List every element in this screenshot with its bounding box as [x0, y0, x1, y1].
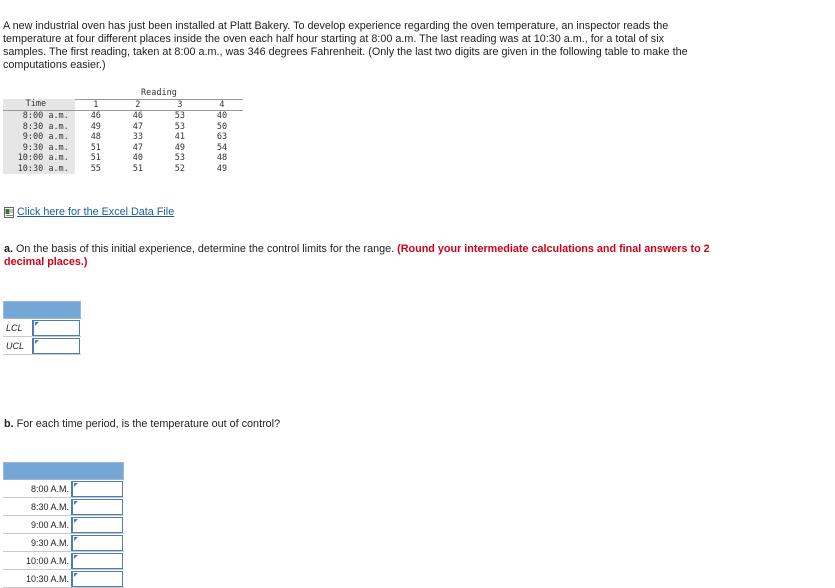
value-cell: 48	[90, 132, 101, 142]
time-period-label: 9:00 A.M.	[30, 519, 69, 530]
value-cell: 40	[216, 111, 228, 121]
time-cell: 8:30 a.m.	[3, 122, 75, 133]
time-period-row	[3, 498, 124, 516]
time-period-row	[3, 570, 124, 588]
value-cell: 53	[174, 153, 186, 163]
answer-table-header	[3, 462, 124, 480]
time-period-row	[3, 516, 124, 534]
column-header: 1	[75, 99, 117, 111]
column-header: 2	[117, 99, 159, 111]
value-cell: 46	[132, 111, 143, 121]
reading-group-header: Reading	[75, 88, 243, 99]
question-b-letter: b.	[4, 418, 14, 430]
lcl-label: LCL	[6, 322, 23, 333]
value-cell: 54	[216, 142, 228, 153]
table-row	[3, 143, 243, 154]
question-a-letter: a.	[4, 243, 14, 255]
value-cell: 53	[174, 111, 186, 121]
value-cell: 51	[90, 142, 101, 153]
control-status-dropdown[interactable]	[71, 517, 123, 533]
value-cell: 33	[132, 132, 143, 142]
ucl-row	[3, 337, 81, 355]
value-cell: 50	[216, 121, 228, 132]
control-status-dropdown[interactable]	[71, 535, 123, 551]
time-period-row	[3, 534, 124, 552]
time-period-label: 8:30 A.M.	[30, 501, 69, 512]
value-cell: 49	[90, 121, 101, 132]
rounding-instruction: (Round your intermediate calculations and final answers to 2 decimal places.)	[4, 243, 710, 268]
value-cell: 49	[174, 142, 186, 153]
table-row	[3, 111, 243, 122]
time-cell: 10:30 a.m.	[3, 164, 75, 175]
value-cell: 41	[174, 132, 186, 142]
value-cell: 46	[90, 111, 101, 121]
value-cell: 47	[132, 121, 143, 132]
time-header: Time	[3, 99, 75, 111]
ucl-input[interactable]	[32, 338, 80, 354]
time-period-row	[3, 552, 124, 570]
question-b	[4, 418, 280, 431]
lcl-input[interactable]	[32, 320, 80, 336]
control-status-dropdown[interactable]	[71, 499, 123, 515]
time-period-label: 10:30 A.M.	[25, 573, 69, 584]
time-cell: 8:00 a.m.	[3, 111, 75, 122]
excel-data-link[interactable]	[4, 206, 174, 218]
question-b-text: For each time period, is the temperature out of control?	[16, 418, 281, 430]
column-header: 4	[201, 99, 243, 111]
time-period-row	[3, 480, 124, 498]
value-cell: 49	[216, 163, 228, 174]
value-cell: 51	[90, 153, 101, 163]
control-status-dropdown[interactable]	[71, 553, 123, 569]
table-row	[3, 164, 243, 175]
time-cell: 9:30 a.m.	[3, 143, 75, 154]
table-row	[3, 132, 243, 143]
control-limits-answer-table	[3, 301, 81, 355]
control-status-answer-table	[3, 462, 124, 588]
excel-file-icon	[4, 207, 14, 218]
time-cell: 10:00 a.m.	[3, 153, 75, 164]
control-status-dropdown[interactable]	[71, 571, 123, 587]
value-cell: 47	[132, 142, 143, 153]
question-a	[4, 243, 724, 269]
ucl-label: UCL	[6, 340, 25, 351]
value-cell: 63	[216, 132, 228, 142]
value-cell: 40	[132, 153, 143, 163]
value-cell: 51	[132, 163, 143, 174]
readings-table	[3, 88, 243, 174]
value-cell: 53	[174, 121, 186, 132]
time-period-label: 9:30 A.M.	[30, 537, 69, 548]
value-cell: 55	[90, 163, 101, 174]
value-cell: 48	[216, 153, 228, 163]
table-row	[3, 122, 243, 133]
time-period-label: 8:00 A.M.	[30, 483, 69, 494]
lcl-row	[3, 319, 81, 337]
column-header: 3	[159, 99, 201, 111]
control-status-dropdown[interactable]	[71, 481, 123, 497]
table-row	[3, 153, 243, 164]
excel-link-label[interactable]: Click here for the Excel Data File	[17, 206, 175, 218]
time-period-label: 10:00 A.M.	[25, 555, 69, 566]
time-cell: 9:00 a.m.	[3, 132, 75, 143]
problem-intro: A new industrial oven has just been installed at Platt Bakery. To develop experience regarding the oven temperature, an inspector reads the temperature at four different places inside the oven each half hour starting at 8:00 a.m. The last reading was at 10:30 a.m., for a total of six samples. The first reading, taken at 8:00 a.m., was 346 degrees Fahrenheit. (Only the last two digits are given in the following table to make the computations easier.)	[3, 20, 688, 71]
answer-table-header	[3, 301, 81, 319]
value-cell: 52	[174, 163, 186, 174]
question-a-text: On the basis of this initial experience, determine the control limits for the range.	[16, 243, 395, 255]
